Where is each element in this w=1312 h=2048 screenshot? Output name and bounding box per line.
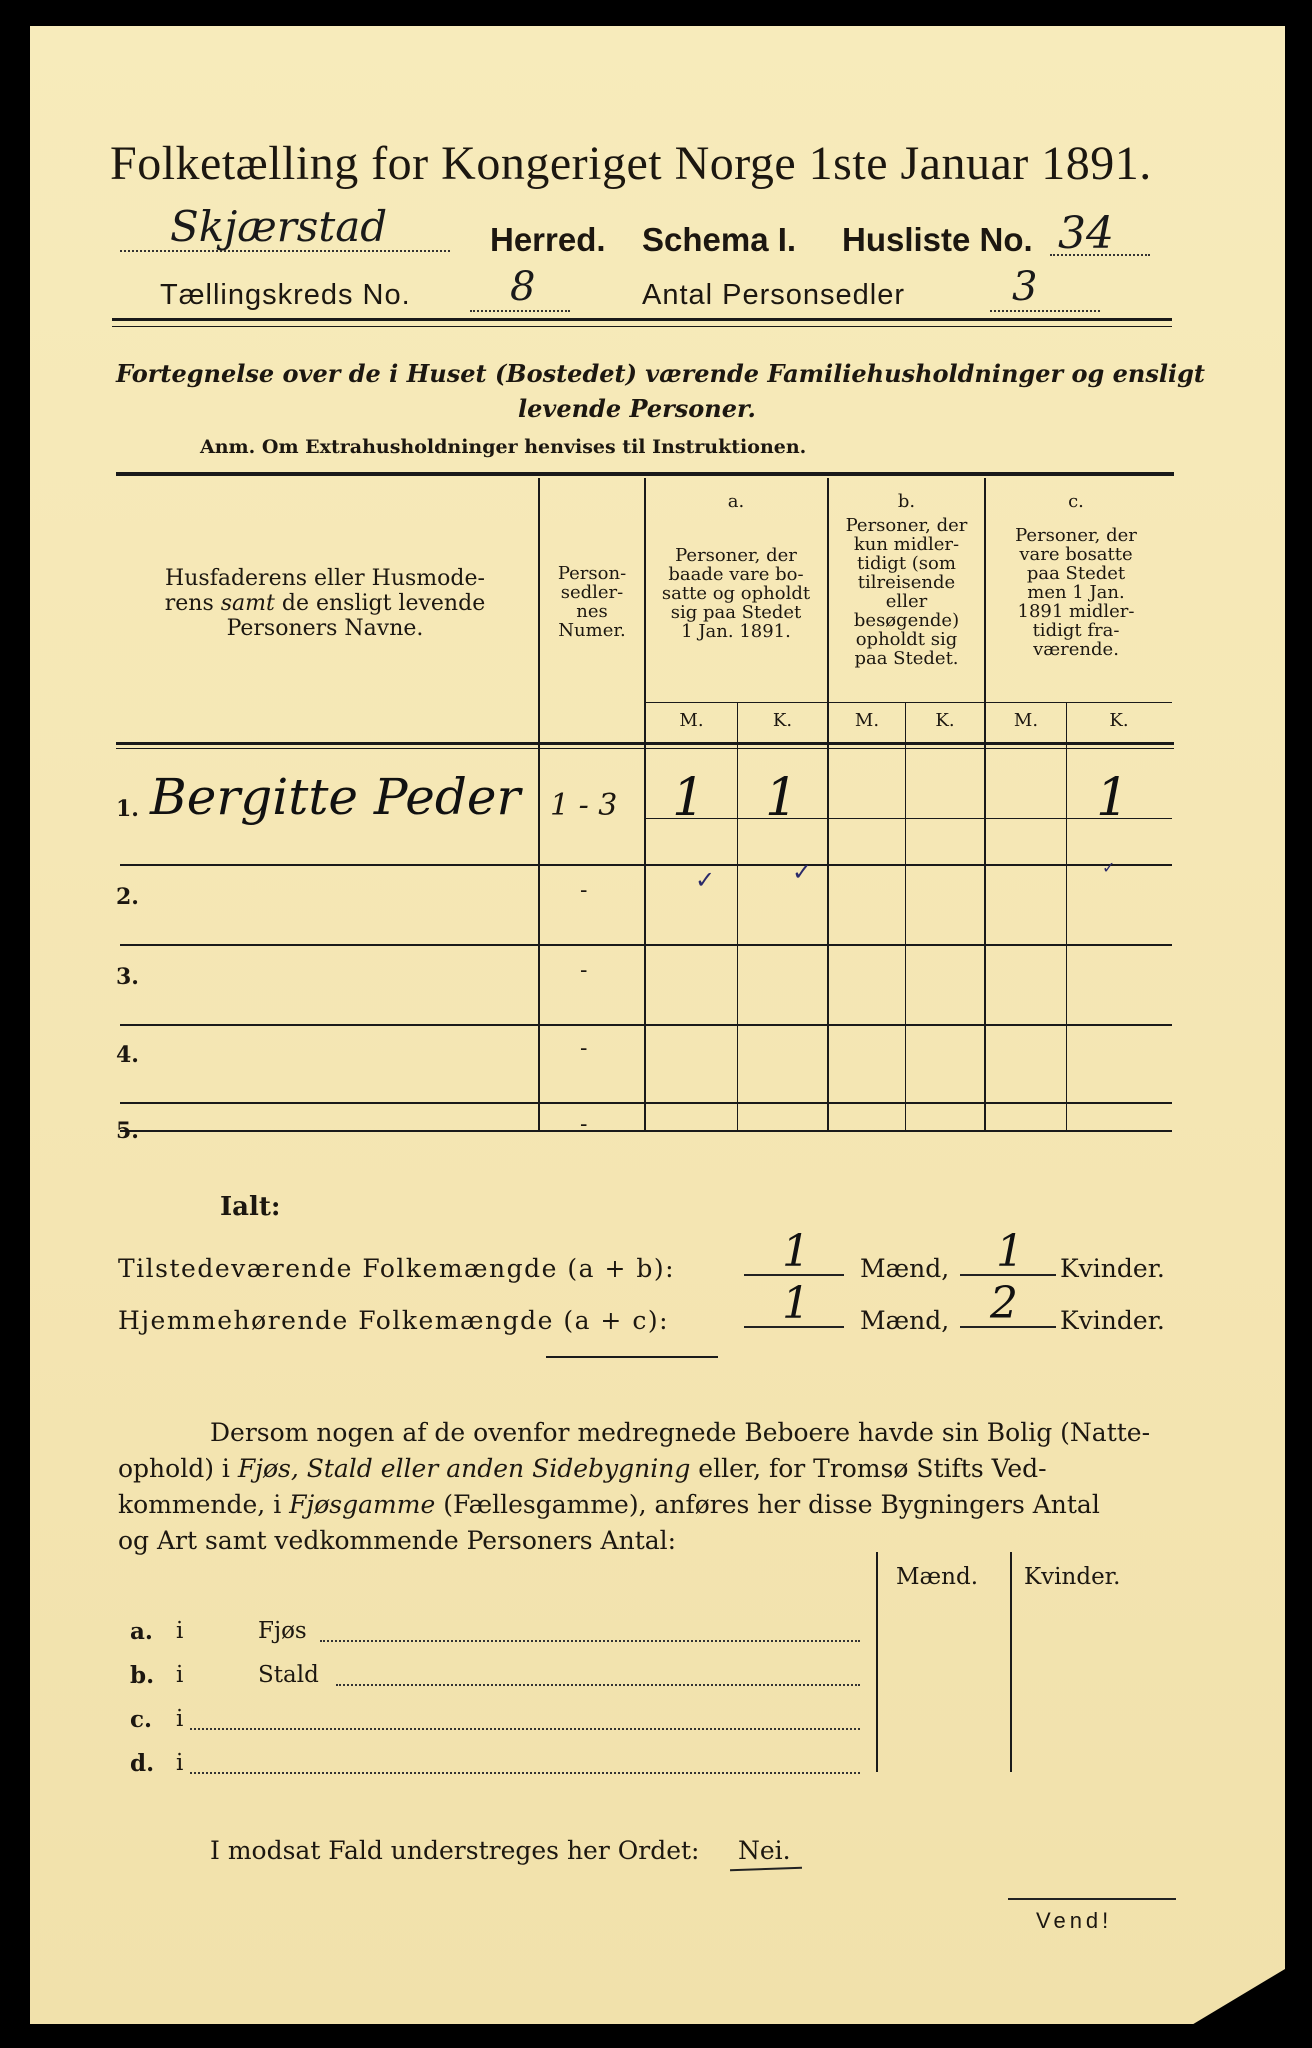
- section-divider: [546, 1356, 718, 1358]
- row-number: 2.: [116, 884, 139, 910]
- col-header-sedler-l1: Person-: [557, 563, 627, 584]
- antal-field: [990, 264, 1100, 312]
- item-letter: d.: [130, 1750, 155, 1777]
- tilstede-k: 1: [996, 1226, 1024, 1277]
- table-subdivider: [1066, 702, 1067, 1130]
- tilstede-label: Tilstedeværende Folkemængde (a + b):: [118, 1254, 676, 1283]
- col-header-b: [829, 516, 984, 668]
- item-letter: a.: [130, 1618, 153, 1645]
- col-header-c-l3: paa Stedet: [1026, 563, 1126, 584]
- herred-label: Herred.: [490, 221, 606, 258]
- col-header-c-l5: 1891 midler-: [1017, 601, 1135, 622]
- hjemme-label: Hjemmehørende Folkemængde (a + c):: [118, 1306, 669, 1335]
- col-header-b-l2: kun midler-: [853, 534, 960, 555]
- col-header-names-l3: Personers Navne.: [226, 616, 424, 641]
- schema-label: Schema I.: [642, 221, 797, 258]
- col-header-c: [986, 526, 1166, 659]
- notice-line-1: Dersom nogen af de ovenfor medregnede Beboere havde sin Bolig (Natte-: [210, 1418, 1151, 1447]
- col-header-c-letter: c.: [1068, 491, 1084, 512]
- item-prefix: i: [176, 1750, 184, 1776]
- nei-underline: [730, 1867, 802, 1872]
- mk-top-rule: [646, 702, 1172, 703]
- row-sedler: -: [580, 878, 588, 903]
- table-bottom-rule: [120, 1130, 1172, 1132]
- row-number: 3.: [116, 964, 139, 990]
- notice-maend-header: Mænd.: [896, 1564, 979, 1590]
- check-mark: ✓: [792, 858, 813, 886]
- col-a-k: K.: [772, 710, 793, 731]
- herred-value: Skjærstad: [170, 202, 388, 251]
- col-header-sedler-l2: sedler-: [560, 582, 624, 603]
- check-mark: ✓: [1102, 858, 1116, 877]
- notice-line-3: [118, 1490, 1100, 1519]
- col-header-a-l1: Personer, der: [675, 545, 797, 566]
- item-prefix: i: [176, 1662, 184, 1688]
- row-rule: [120, 944, 1172, 946]
- notice-line-2c: eller, for Tromsø Stifts Ved-: [690, 1454, 1047, 1483]
- census-form-page: [30, 26, 1285, 2024]
- hjemme-kvinder: Kvinder.: [1060, 1306, 1165, 1335]
- col-b-m: M.: [854, 710, 880, 731]
- row-sedler: -: [580, 958, 588, 983]
- col-header-c-l2: vare bosatte: [1019, 544, 1133, 565]
- col-header-sedler-l4: Numer.: [558, 620, 626, 641]
- col-header-b-l4: tilreisende: [857, 572, 956, 593]
- row1-underline: [646, 818, 1172, 819]
- col-header-b-l7: opholdt sig: [855, 629, 958, 650]
- col-header-names-l1: Husfaderens eller Husmode-: [165, 566, 485, 591]
- col-header-sedler-l3: nes: [576, 601, 608, 622]
- intro-line-1: Fortegnelse over de i Huset (Bostedet) værende Familiehusholdninger og ensligt: [116, 359, 1205, 388]
- col-header-names-l2b: samt: [220, 591, 275, 616]
- col-header-names: [120, 566, 530, 641]
- nei-word: Nei.: [738, 1836, 791, 1865]
- item-prefix: i: [176, 1706, 184, 1732]
- col-header-a-l4: sig paa Stedet: [670, 602, 802, 623]
- col-header-c-l6: tidigt fra-: [1032, 620, 1120, 641]
- row-number: 1.: [116, 796, 139, 822]
- tilstede-maend: Mænd,: [860, 1254, 950, 1283]
- row-number: 4.: [116, 1042, 139, 1068]
- tilstede-m: 1: [782, 1226, 810, 1277]
- notice-col-divider: [1010, 1552, 1012, 1772]
- col-header-b-letter: b.: [897, 491, 916, 512]
- row-number: 5.: [116, 1118, 139, 1144]
- notice-line-2: [118, 1454, 1047, 1483]
- col-header-a-l3: satte og opholdt: [661, 583, 811, 604]
- antal-value: 3: [1012, 264, 1038, 310]
- notice-line-3c: (Fællesgamme), anføres her disse Bygningers Antal: [435, 1490, 1100, 1519]
- herred-field: [120, 202, 450, 252]
- row-sedler: 1 - 3: [550, 788, 618, 823]
- husliste-label: Husliste No.: [842, 221, 1033, 258]
- husliste-value: 34: [1058, 208, 1114, 259]
- notice-line-3b: Fjøsgamme: [289, 1490, 436, 1519]
- kreds-value: 8: [510, 264, 536, 310]
- husliste-field: [1050, 208, 1150, 259]
- col-header-a: [646, 546, 826, 641]
- col-c-k: K.: [1109, 710, 1129, 731]
- check-mark: ✓: [695, 866, 716, 894]
- row-rule: [120, 1024, 1172, 1026]
- col-header-names-l2a: rens: [164, 591, 221, 616]
- modsat-label: I modsat Fald understreges her Ordet:: [210, 1836, 700, 1865]
- item-leader: [320, 1640, 860, 1642]
- notice-line-4: og Art samt vedkommende Personers Antal:: [118, 1526, 677, 1555]
- header-rule: [112, 318, 1172, 321]
- row-sedler: -: [580, 1112, 588, 1137]
- table-top-rule: [116, 472, 1174, 476]
- item-label: Stald: [258, 1662, 319, 1688]
- vend-label: Vend!: [1036, 1908, 1113, 1933]
- row-rule: [120, 1102, 1172, 1104]
- col-header-a-l2: baade vare bo-: [668, 564, 804, 585]
- table-subdivider: [737, 702, 738, 1130]
- notice-col-divider: [876, 1552, 878, 1772]
- header-rule-thin: [112, 326, 1172, 327]
- item-prefix: i: [176, 1618, 184, 1644]
- ialt-label: Ialt:: [220, 1192, 281, 1222]
- hjemme-m: 1: [782, 1278, 810, 1329]
- row-sedler: -: [580, 1036, 588, 1061]
- anm-note: Anm. Om Extrahusholdninger henvises til Instruktionen.: [200, 436, 807, 458]
- col-header-sedler: [542, 564, 642, 640]
- notice-line-3a: kommende, i: [118, 1490, 290, 1519]
- col-header-b-l8: paa Stedet.: [854, 648, 959, 669]
- col-header-b-l3: tidigt (som: [857, 553, 956, 574]
- hjemme-maend: Mænd,: [860, 1306, 950, 1335]
- notice-kvinder-header: Kvinder.: [1024, 1564, 1121, 1590]
- item-leader: [190, 1728, 860, 1730]
- col-header-names-l2c: de ensligt levende: [274, 591, 486, 616]
- tilstede-kvinder: Kvinder.: [1060, 1254, 1165, 1283]
- table-divider: [538, 478, 540, 1130]
- hjemme-k: 2: [990, 1278, 1018, 1329]
- kreds-field: [470, 264, 570, 312]
- table-subdivider: [905, 702, 906, 1130]
- col-header-c-l1: Personer, der: [1015, 525, 1137, 546]
- notice-line-2b: Fjøs, Stald eller anden Sidebygning: [237, 1454, 691, 1483]
- item-leader: [190, 1772, 860, 1774]
- vend-rule: [1008, 1898, 1176, 1900]
- header-bottom-rule-thin: [116, 748, 1174, 749]
- col-a-m: M.: [679, 710, 704, 731]
- notice-line-2a: ophold) i: [118, 1454, 238, 1483]
- item-label: Fjøs: [258, 1618, 307, 1644]
- col-header-b-l6: besøgende): [853, 610, 960, 631]
- row-a-m: 1: [672, 768, 706, 828]
- row-a-k: 1: [765, 768, 799, 828]
- col-c-m: M.: [1013, 710, 1039, 731]
- item-leader: [336, 1684, 860, 1686]
- col-header-c-l4: men 1 Jan.: [1027, 582, 1125, 603]
- row-rule: [120, 864, 1172, 866]
- col-header-a-letter: a.: [727, 491, 745, 512]
- col-header-b-l1: Personer, der: [845, 515, 968, 536]
- intro-line-2: levende Personer.: [518, 394, 756, 423]
- item-letter: b.: [130, 1662, 155, 1689]
- col-header-c-l7: værende.: [1033, 639, 1119, 660]
- antal-label: Antal Personsedler: [642, 279, 906, 311]
- item-letter: c.: [130, 1706, 153, 1733]
- col-header-a-l5: 1 Jan. 1891.: [681, 621, 791, 642]
- header-bottom-rule: [116, 742, 1174, 745]
- row-name: Bergitte Peder: [150, 768, 521, 826]
- torn-corner: [1190, 1966, 1285, 2024]
- form-title: Folketælling for Kongeriget Norge 1ste Januar 1891.: [110, 137, 1152, 190]
- row-c-k: 1: [1096, 768, 1130, 828]
- col-b-k: K.: [935, 710, 955, 731]
- kreds-label: Tællingskreds No.: [160, 279, 411, 311]
- col-header-b-l5: eller: [885, 591, 928, 612]
